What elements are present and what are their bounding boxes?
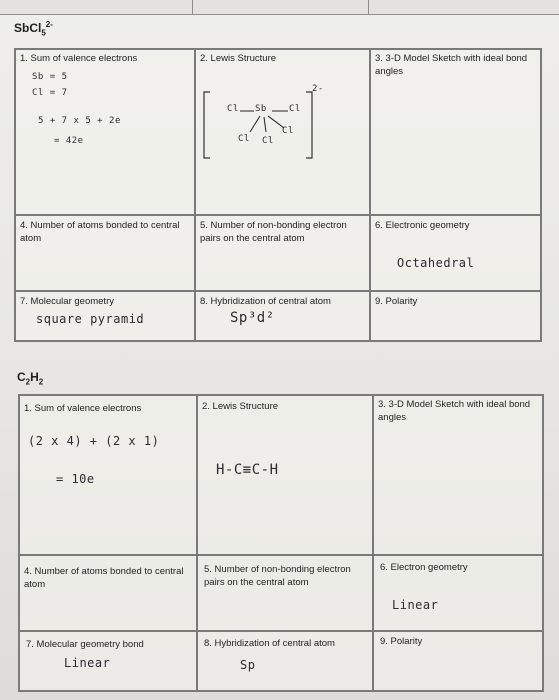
cell-atoms-bonded (15, 215, 195, 291)
cell-label: 5. Number of non-bonding electron pairs on the central atom (204, 564, 351, 588)
cell-label: 2. Lewis Structure (202, 401, 279, 412)
handwritten-note: = 10e (56, 472, 95, 486)
strip-cell (192, 0, 369, 14)
sbcl5-table (14, 48, 542, 342)
handwritten-answer: Linear (64, 656, 111, 670)
cell-polarity (370, 291, 541, 341)
c2h2-table (18, 394, 544, 692)
handwritten-answer: Sp³d² (230, 310, 275, 326)
cell-label: 9. Polarity (375, 296, 418, 307)
lewis-structure-c2h2: H-C≡C-H (216, 462, 279, 478)
strip-cell (0, 0, 193, 14)
cell-label: 3. 3-D Model Sketch with ideal bond angles (378, 399, 531, 423)
cell-hybridization (197, 631, 373, 691)
section-title-c2h2: $C_2H_2$ (17, 370, 44, 387)
handwritten-answer: Sp (240, 658, 256, 672)
handwritten-note: Sb = 5 (32, 72, 68, 82)
cell-polarity (373, 631, 543, 691)
cell-atoms-bonded (19, 555, 197, 631)
cell-label: 2. Lewis Structure (200, 53, 277, 64)
cell-valence (19, 395, 197, 555)
cell-label: 1. Sum of valence electrons (24, 403, 142, 414)
cell-molecular-geometry (19, 631, 197, 691)
ligand-atom-label: Cl (262, 136, 274, 146)
ion-charge: 2- (312, 84, 324, 94)
cell-molecular-geometry (15, 291, 195, 341)
cell-lewis (197, 395, 373, 555)
cell-hybridization (195, 291, 370, 341)
cell-label: 3. 3-D Model Sketch with ideal bond angles (375, 53, 528, 77)
handwritten-note: = 42e (54, 136, 84, 146)
ligand-atom-label: Cl (289, 104, 301, 114)
cell-label: 8. Hybridization of central atom (204, 638, 335, 649)
handwritten-note: 5 + 7 x 5 + 2e (38, 116, 121, 126)
ligand-atom-label: Cl (238, 134, 250, 144)
cell-label: 1. Sum of valence electrons (20, 53, 138, 64)
handwritten-answer: Octahedral (397, 256, 475, 270)
cell-label: 6. Electron geometry (380, 562, 468, 573)
handwritten-answer: square pyramid (36, 312, 145, 326)
previous-table-edge (0, 0, 559, 15)
cell-nonbonding (197, 555, 373, 631)
cell-label: 5. Number of non-bonding electron pairs on the central atom (200, 220, 347, 244)
section-title-sbcl5: SbCl$_5^{2-}$ (14, 20, 53, 38)
cell-3d-model (370, 49, 541, 215)
cell-label: 6. Electronic geometry (375, 220, 470, 231)
cell-valence (15, 49, 195, 215)
cell-label: 4. Number of atoms bonded to central atom (24, 566, 184, 590)
ligand-atom-label: Cl (282, 126, 294, 136)
handwritten-note: Cl = 7 (32, 88, 68, 98)
cell-label: 4. Number of atoms bonded to central atom (20, 220, 180, 244)
cell-electronic-geometry (370, 215, 541, 291)
handwritten-note: (2 x 4) + (2 x 1) (28, 434, 160, 448)
cell-electron-geometry (373, 555, 543, 631)
cell-lewis (195, 49, 370, 215)
cell-label: 9. Polarity (380, 636, 423, 647)
central-atom-label: Sb (255, 104, 267, 114)
cell-label: 7. Molecular geometry (20, 296, 114, 307)
handwritten-answer: Linear (392, 598, 439, 612)
ligand-atom-label: Cl (227, 104, 239, 114)
cell-nonbonding (195, 215, 370, 291)
cell-label: 8. Hybridization of central atom (200, 296, 331, 307)
cell-label: 7. Molecular geometry bond (26, 639, 144, 650)
cell-3d-model (373, 395, 543, 555)
